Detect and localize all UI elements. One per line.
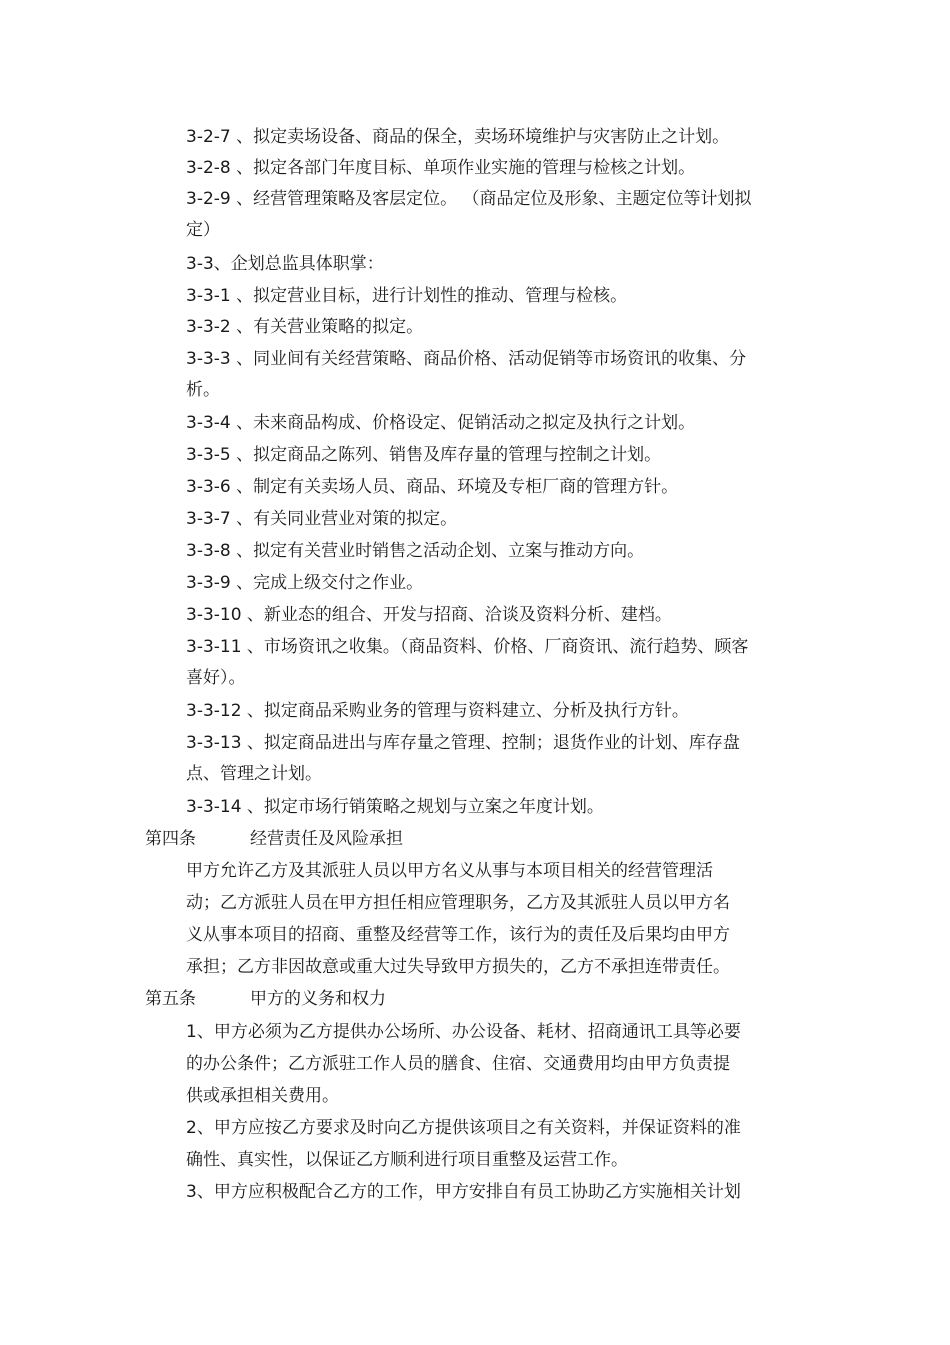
heading-3-3: 3-3、企划总监具体职掌： bbox=[186, 254, 384, 274]
article-4-title: 经营责任及风险承担 bbox=[250, 829, 403, 849]
item-3-2-9: 3-2-9 、经营管理策略及客层定位。 （商品定位及形象、主题定位等计划拟 bbox=[186, 189, 752, 209]
article-4-line-2: 动；乙方派驻人员在甲方担任相应管理职务，乙方及其派驻人员以甲方名 bbox=[186, 893, 730, 913]
item-3-3-8: 3-3-8 、拟定有关营业时销售之活动企划、立案与推动方向。 bbox=[186, 541, 645, 561]
article-4-line-1: 甲方允许乙方及其派驻人员以甲方名义从事与本项目相关的经营管理活 bbox=[186, 861, 713, 881]
article-5-number: 第五条 bbox=[145, 989, 196, 1009]
article-5-title: 甲方的义务和权力 bbox=[250, 989, 386, 1009]
item-3-3-13: 3-3-13 、拟定商品进出与库存量之管理、控制；退货作业的计划、库存盘 bbox=[186, 733, 740, 753]
item-3-2-7: 3-2-7 、拟定卖场设备、商品的保全，卖场环境维护与灾害防止之计划。 bbox=[186, 127, 730, 147]
item-3-3-4: 3-3-4 、未来商品构成、价格设定、促销活动之拟定及执行之计划。 bbox=[186, 413, 696, 433]
item-3-3-11: 3-3-11 、市场资讯之收集。（商品资料、价格、厂商资讯、流行趋势、顾客 bbox=[186, 637, 749, 657]
item-3-3-6: 3-3-6 、制定有关卖场人员、商品、环境及专柜厂商的管理方针。 bbox=[186, 477, 679, 497]
article-5-heading bbox=[145, 988, 386, 1010]
article-5-item-2-line-1: 2、甲方应按乙方要求及时向乙方提供该项目之有关资料，并保证资料的准 bbox=[186, 1118, 741, 1138]
article-5-item-1-line-3: 供或承担相关费用。 bbox=[186, 1086, 339, 1106]
item-3-3-7: 3-3-7 、有关同业营业对策的拟定。 bbox=[186, 509, 458, 529]
article-4-line-3: 义从事本项目的招商、重整及经营等工作，该行为的责任及后果均由甲方 bbox=[186, 925, 730, 945]
item-3-3-2: 3-3-2 、有关营业策略的拟定。 bbox=[186, 317, 424, 337]
article-5-item-1-line-2: 的办公条件；乙方派驻工作人员的膳食、住宿、交通费用均由甲方负责提 bbox=[186, 1054, 730, 1074]
item-3-2-8: 3-2-8 、拟定各部门年度目标、单项作业实施的管理与检核之计划。 bbox=[186, 158, 696, 178]
item-3-3-10: 3-3-10 、新业态的组合、开发与招商、洽谈及资料分析、建档。 bbox=[186, 605, 672, 625]
article-5-item-3-line-1: 3、甲方应积极配合乙方的工作，甲方安排自有员工协助乙方实施相关计划 bbox=[186, 1182, 741, 1202]
article-4-line-4: 承担；乙方非因故意或重大过失导致甲方损失的，乙方不承担连带责任。 bbox=[186, 957, 730, 977]
item-3-3-3-cont: 析。 bbox=[186, 380, 220, 400]
item-3-3-5: 3-3-5 、拟定商品之陈列、销售及库存量的管理与控制之计划。 bbox=[186, 445, 662, 465]
article-4-number: 第四条 bbox=[145, 829, 196, 849]
article-4-heading bbox=[145, 828, 403, 850]
item-3-3-9: 3-3-9 、完成上级交付之作业。 bbox=[186, 573, 424, 593]
item-3-3-1: 3-3-1 、拟定营业目标，进行计划性的推动、管理与检核。 bbox=[186, 286, 628, 306]
article-5-item-1-line-1: 1、甲方必须为乙方提供办公场所、办公设备、耗材、招商通讯工具等必要 bbox=[186, 1022, 741, 1042]
item-3-2-9-cont: 定） bbox=[186, 220, 220, 240]
article-5-item-2-line-2: 确性、真实性，以保证乙方顺利进行项目重整及运营工作。 bbox=[186, 1150, 628, 1170]
item-3-3-3: 3-3-3 、同业间有关经营策略、商品价格、活动促销等市场资讯的收集、分 bbox=[186, 349, 747, 369]
item-3-3-12: 3-3-12 、拟定商品采购业务的管理与资料建立、分析及执行方针。 bbox=[186, 701, 689, 721]
item-3-3-14: 3-3-14 、拟定市场行销策略之规划与立案之年度计划。 bbox=[186, 797, 604, 817]
item-3-3-13-cont: 点、管理之计划。 bbox=[186, 764, 322, 784]
item-3-3-11-cont: 喜好）。 bbox=[186, 668, 246, 688]
